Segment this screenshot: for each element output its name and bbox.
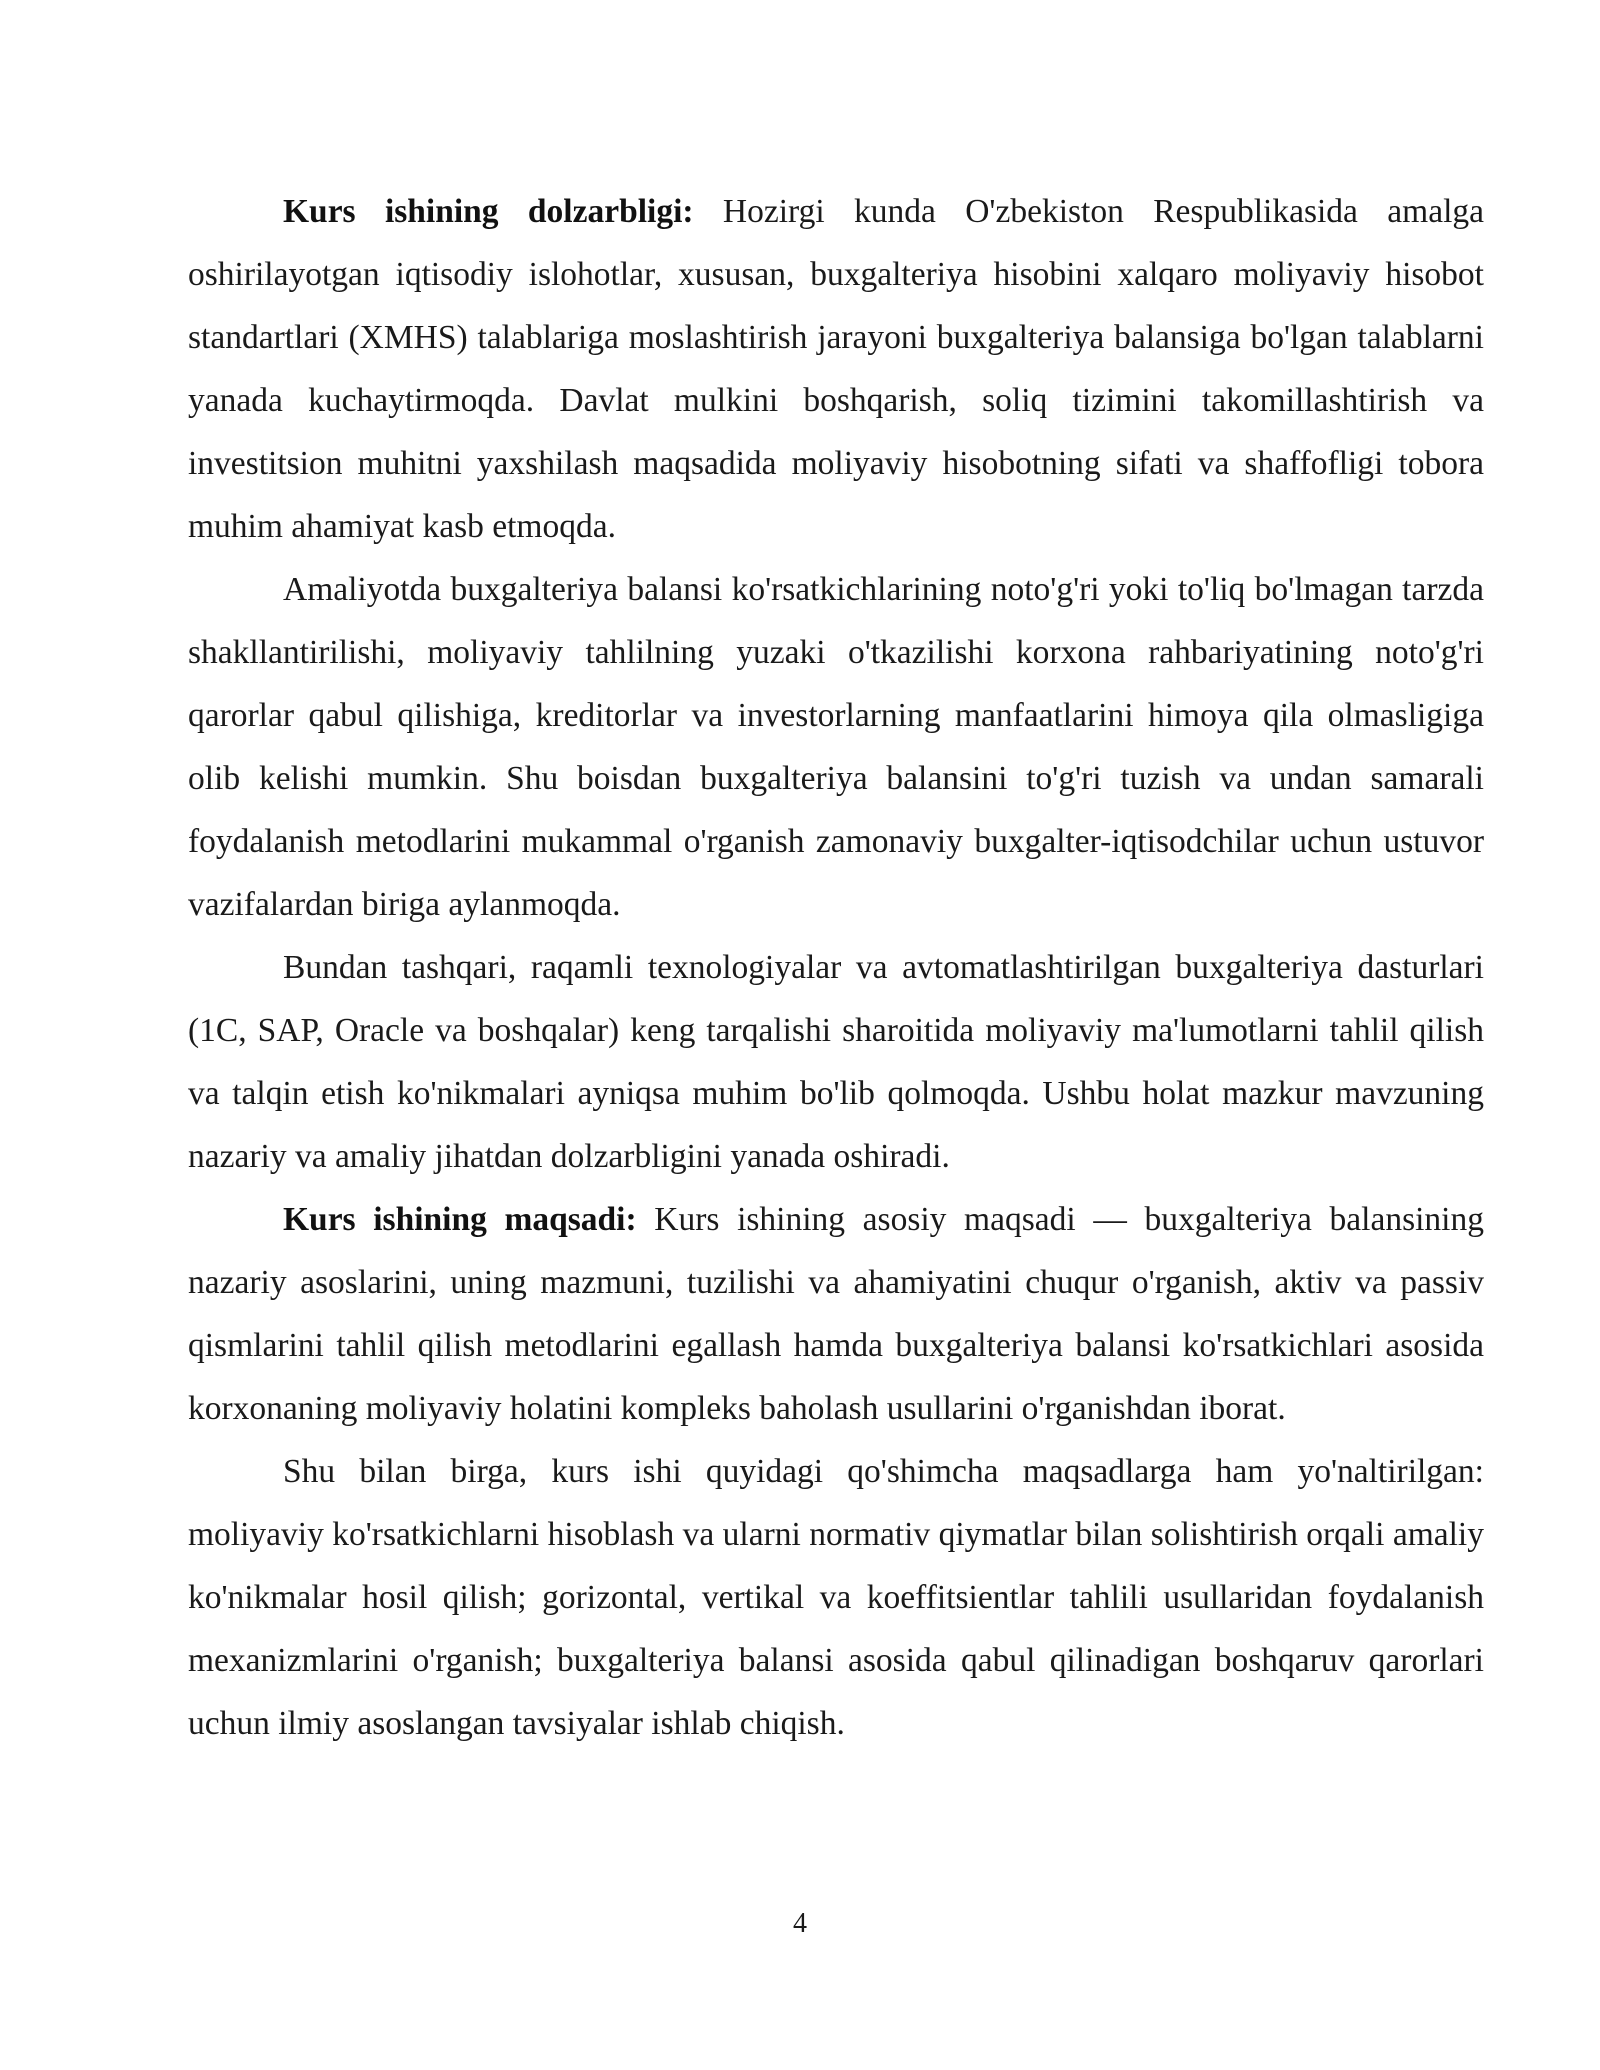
paragraph-heading: Kurs ishining dolzarbligi: bbox=[283, 193, 694, 230]
paragraph-text: Kurs ishining asosiy maqsadi — buxgalteriya balansining nazariy asoslarini, uning mazmuni, tuzilishi va ahamiyatini chuqur o'rganish, aktiv va passiv qismlarini tahlil qilish metodlarini egallash hamda buxgalteriya balansi ko'rsatkichlari asosida korxonaning moliyaviy holatini kompleks baholash usullarini o'rganishdan iborat. bbox=[188, 1201, 1484, 1427]
paragraph-relevance bbox=[188, 180, 1484, 558]
paragraph-text: Bundan tashqari, raqamli texnologiyalar va avtomatlashtirilgan buxgalteriya dasturlari (1C, SAP, Oracle va boshqalar) keng tarqalishi sharoitida moliyaviy ma'lumotlarni tahlil qilish va talqin etish ko'nikmalari ayniqsa muhim bo'lib qolmoqda. Ushbu holat mazkur mavzuning nazariy va amaliy jihatdan dolzarbligini yanada oshiradi. bbox=[188, 949, 1484, 1175]
paragraph-goal bbox=[188, 1188, 1484, 1440]
paragraph-additional-goals bbox=[188, 1440, 1484, 1755]
page-number: 4 bbox=[793, 1908, 807, 1939]
paragraph-heading: Kurs ishining maqsadi: bbox=[283, 1201, 637, 1238]
paragraph-text: Amaliyotda buxgalteriya balansi ko'rsatkichlarining noto'g'ri yoki to'liq bo'lmagan tarzda shakllantirilishi, moliyaviy tahlilning yuzaki o'tkazilishi korxona rahbariyatining noto'g'ri qarorlar qabul qilishiga, kreditorlar va investorlarning manfaatlarini himoya qila olmasligiga olib kelishi mumkin. Shu boisdan buxgalteriya balansini to'g'ri tuzish va undan samarali foydalanish metodlarini mukammal o'rganish zamonaviy buxgalter-iqtisodchilar uchun ustuvor vazifalardan biriga aylanmoqda. bbox=[188, 571, 1484, 923]
paragraph-technology bbox=[188, 936, 1484, 1188]
document-body bbox=[188, 180, 1484, 1755]
paragraph-practice bbox=[188, 558, 1484, 936]
paragraph-text: Hozirgi kunda O'zbekiston Respublikasida amalga oshirilayotgan iqtisodiy islohotlar, xususan, buxgalteriya hisobini xalqaro moliyaviy hisobot standartlari (XMHS) talablariga moslashtirish jarayoni buxgalteriya balansiga bo'lgan talablarni yanada kuchaytirmoqda. Davlat mulkini boshqarish, soliq tizimini takomillashtirish va investitsion muhitni yaxshilash maqsadida moliyaviy hisobotning sifati va shaffofligi tobora muhim ahamiyat kasb etmoqda. bbox=[188, 193, 1484, 545]
paragraph-text: Shu bilan birga, kurs ishi quyidagi qo'shimcha maqsadlarga ham yo'naltirilgan: moliyaviy ko'rsatkichlarni hisoblash va ularni normativ qiymatlar bilan solishtirish orqali amaliy ko'nikmalar hosil qilish; gorizontal, vertikal va koeffitsientlar tahlili usullaridan foydalanish mexanizmlarini o'rganish; buxgalteriya balansi asosida qabul qilinadigan boshqaruv qarorlari uchun ilmiy asoslangan tavsiyalar ishlab chiqish. bbox=[188, 1453, 1484, 1742]
